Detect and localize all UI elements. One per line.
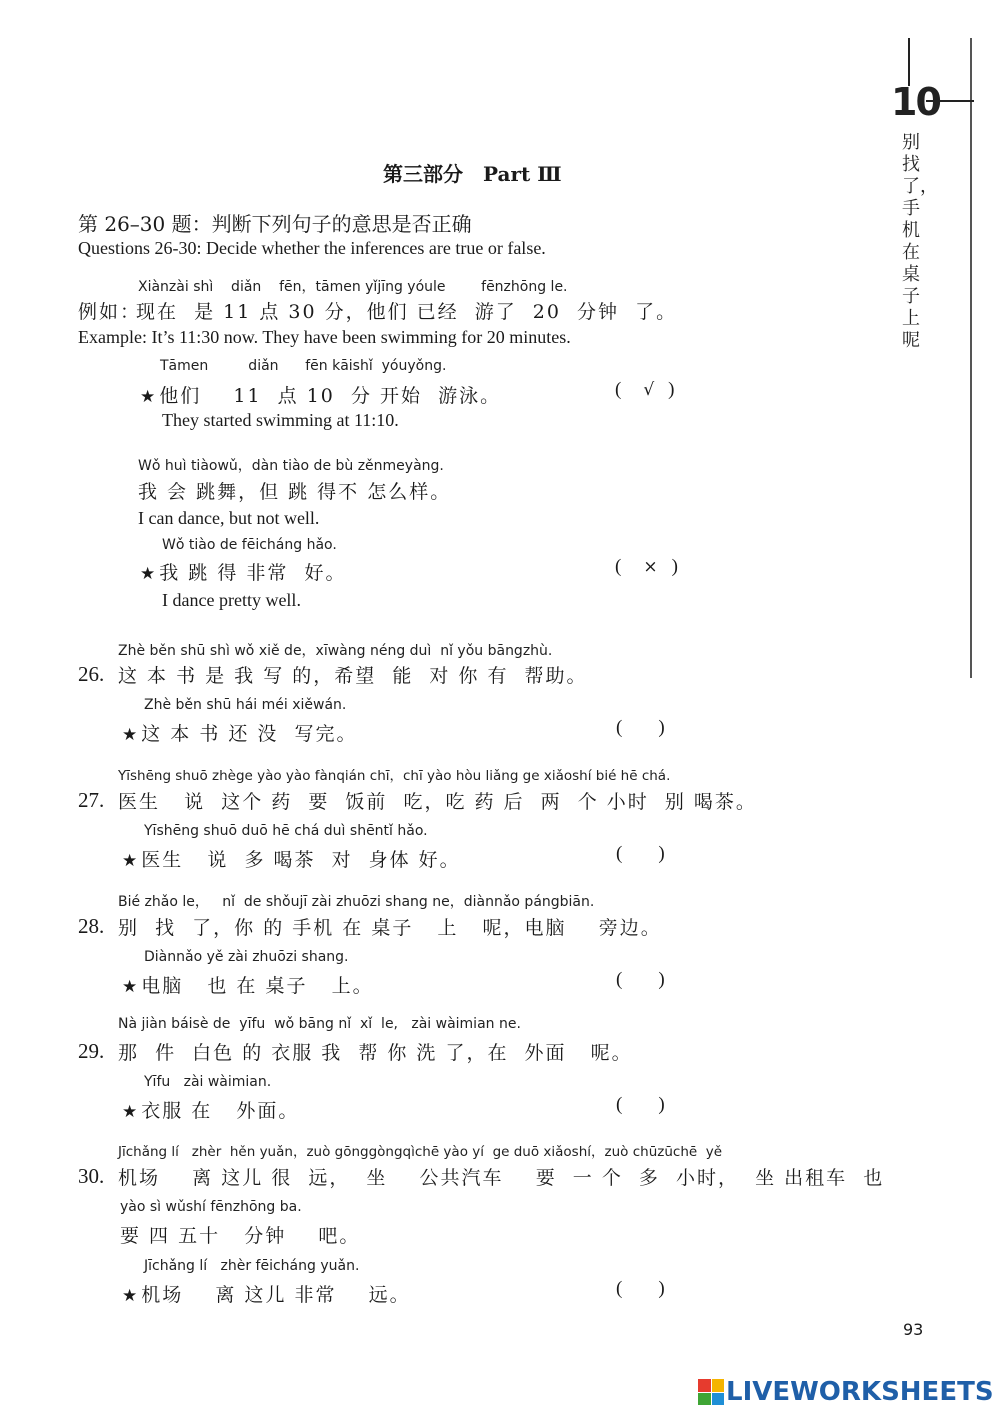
q27-stmt-text: 医生 说 多 喝茶 对 身体 好。 <box>141 849 461 871</box>
side-rule-upper <box>908 38 910 86</box>
instruction-zh: 第 26–30 题：判断下列句子的意思是否正确 <box>78 212 472 236</box>
example1-statement <box>140 381 501 408</box>
q27-stmt-pinyin: Yīshēng shuō duō hē chá duì shēntǐ hǎo. <box>144 823 428 839</box>
cross-icon: × <box>643 557 658 577</box>
logo-text: LIVEWORKSHEETS <box>726 1377 994 1407</box>
example1-english: Example: It’s 11:30 now. They have been swimming for 20 minutes. <box>78 327 571 347</box>
q29-answer-box[interactable]: () <box>616 1094 701 1115</box>
q30-answer-box[interactable]: () <box>616 1278 701 1299</box>
q28-text: 别 找 了，你 的 手机 在 桌子 上 呢，电脑 旁边。 <box>118 917 662 939</box>
q28-number: 28. <box>78 914 105 938</box>
q26-stmt-pinyin: Zhè běn shū hái méi xiěwán. <box>144 697 347 713</box>
star-icon: ★ <box>122 977 138 997</box>
q29-statement <box>122 1096 299 1123</box>
star-icon: ★ <box>122 1102 138 1122</box>
check-icon: √ <box>643 380 655 400</box>
q30-text-line2: 要 四 五十 分钟 吧。 <box>120 1225 361 1247</box>
example1-answer: (√ ) <box>615 379 697 400</box>
chapter-number: 10 <box>891 80 940 124</box>
q27-statement <box>122 845 461 872</box>
example1-stmt-text: 他们 11 点 10 分 开始 游泳。 <box>159 385 502 407</box>
q26-pinyin: Zhè běn shū shì wǒ xiě de，xīwàng néng duì nǐ yǒu bāngzhù. <box>118 643 553 659</box>
star-icon: ★ <box>140 564 156 584</box>
q30-statement <box>122 1280 411 1307</box>
example2-pinyin: Wǒ huì tiàowǔ，dàn tiào de bù zěnmeyàng. <box>138 458 444 474</box>
star-icon: ★ <box>122 725 138 745</box>
example2-text: 我 会 跳舞，但 跳 得不 怎么样。 <box>138 481 452 503</box>
star-icon: ★ <box>122 851 138 871</box>
page-number: 93 <box>903 1320 924 1339</box>
side-rule-right <box>970 38 972 678</box>
q30-stmt-text: 机场 离 这儿 非常 远。 <box>141 1284 411 1306</box>
liveworksheets-logo <box>698 1377 994 1407</box>
q28-pinyin: Bié zhǎo le， nǐ de shǒujī zài zhuōzi shang ne，diànnǎo pángbiān. <box>118 894 595 910</box>
section-title: 第三部分 Part Ⅲ <box>383 162 562 186</box>
q27-number: 27. <box>78 788 105 812</box>
q28-stmt-pinyin: Diànnǎo yě zài zhuōzi shang. <box>144 949 349 965</box>
example2-statement <box>140 558 346 585</box>
example1-stmt-english: They started swimming at 11:10. <box>162 410 399 430</box>
q30-stmt-pinyin: Jīchǎng lí zhèr fēicháng yuǎn. <box>144 1258 360 1274</box>
example1-label: 例如： <box>78 301 142 323</box>
star-icon: ★ <box>140 387 156 407</box>
q29-pinyin: Nà jiàn báisè de yīfu wǒ bāng nǐ xǐ le, zài wàimian ne. <box>118 1016 521 1032</box>
q28-statement <box>122 971 374 998</box>
example2-answer: (× ) <box>615 556 700 577</box>
q27-text: 医生 说 这个 药 要 饭前 吃，吃 药 后 两 个 小时 别 喝茶。 <box>118 791 757 813</box>
q27-answer-box[interactable]: () <box>616 843 701 864</box>
q26-text: 这 本 书 是 我 写 的，希望 能 对 你 有 帮助。 <box>118 665 588 687</box>
example2-stmt-english: I dance pretty well. <box>162 590 301 610</box>
example2-stmt-text: 我 跳 得 非常 好。 <box>159 562 347 584</box>
q30-pinyin: Jīchǎng lí zhèr hěn yuǎn，zuò gōnggòngqìchē yào yí ge duō xiǎoshí，zuò chūzūchē yě <box>118 1144 723 1160</box>
q26-number: 26. <box>78 662 105 686</box>
q30-pinyin-line2: yào sì wǔshí fēnzhōng ba. <box>120 1199 302 1215</box>
q27-pinyin: Yīshēng shuō zhège yào yào fànqián chī，chī yào hòu liǎng ge xiǎoshí bié hē chá. <box>118 768 671 784</box>
q29-stmt-text: 衣服 在 外面。 <box>141 1100 300 1122</box>
logo-mark-icon <box>698 1379 724 1405</box>
q29-number: 29. <box>78 1039 105 1063</box>
example2-english: I can dance, but not well. <box>138 508 320 528</box>
q30-text: 机场 离 这儿 很 远， 坐 公共汽车 要 一 个 多 小时， 坐 出租车 也 <box>118 1167 885 1189</box>
instruction-en: Questions 26-30: Decide whether the inferences are true or false. <box>78 238 546 258</box>
q29-stmt-pinyin: Yīfu zài wàimian. <box>144 1074 272 1090</box>
star-icon: ★ <box>122 1286 138 1306</box>
example2-stmt-pinyin: Wǒ tiào de fēicháng hǎo. <box>162 537 337 553</box>
example1-text: 现在 是 11 点 30 分，他们 已经 游了 20 分钟 了。 <box>136 301 678 323</box>
q28-answer-box[interactable]: () <box>616 969 701 990</box>
q29-text: 那 件 白色 的 衣服 我 帮 你 洗 了，在 外面 呢。 <box>118 1042 633 1064</box>
chapter-title-vertical: 别找了，手机在桌子上呢 <box>902 132 938 351</box>
q26-statement <box>122 719 358 746</box>
q26-answer-box[interactable]: () <box>616 717 701 738</box>
q26-stmt-text: 这 本 书 还 没 写完。 <box>141 723 358 745</box>
example1-pinyin: Xiànzài shì diǎn fēn，tāmen yǐjīng yóule fēnzhōng le. <box>138 279 568 295</box>
q30-number: 30. <box>78 1164 105 1188</box>
example1-stmt-pinyin: Tāmen diǎn fēn kāishǐ yóuyǒng. <box>160 358 447 374</box>
q28-stmt-text: 电脑 也 在 桌子 上。 <box>141 975 374 997</box>
